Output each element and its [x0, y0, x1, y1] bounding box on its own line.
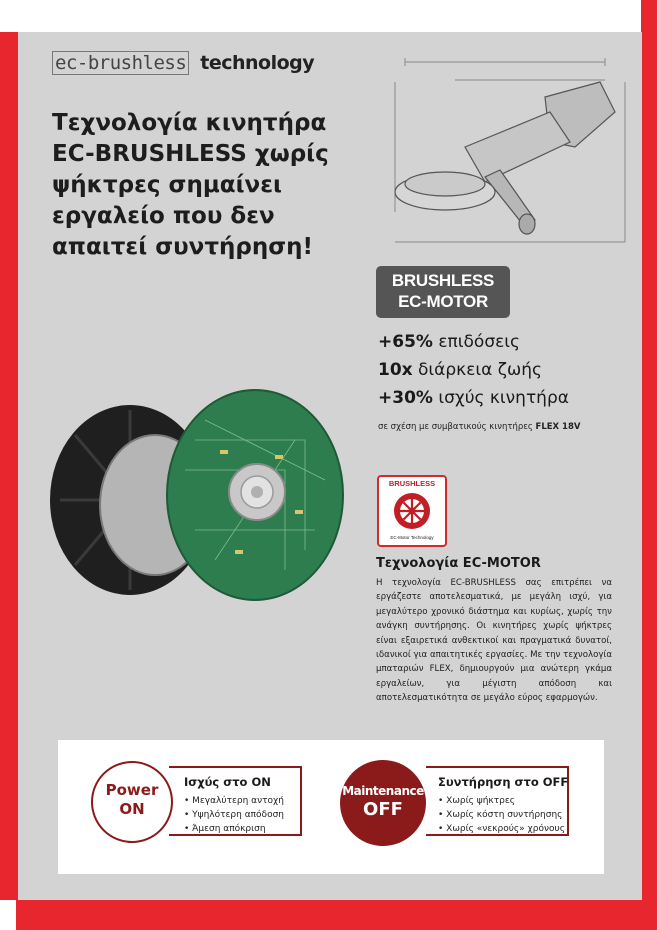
badge-line1: BRUSHLESS — [391, 271, 495, 290]
maintenance-item: • Χωρίς «νεκρούς» χρόνους — [438, 824, 565, 834]
power-item: • Μεγαλύτερη αντοχή — [184, 796, 284, 806]
motor-symbol-icon — [392, 491, 432, 531]
headline-line: εργαλείο που δεν — [52, 203, 275, 229]
maintenance-circle-line2: OFF — [363, 799, 403, 820]
maintenance-item: • Χωρίς ψήκτρες — [438, 796, 515, 806]
headline-line: ψήκτρες σημαίνει — [52, 172, 282, 198]
top-bar-accent — [641, 0, 657, 32]
maintenance-item: • Χωρίς κόστη συντήρησης — [438, 810, 563, 820]
headline-line: EC-BRUSHLESS χωρίς — [52, 141, 329, 167]
maintenance-off-circle — [340, 760, 426, 846]
logo-bottom-text: EC-Motor Technology — [390, 535, 434, 540]
grinder-drawing — [375, 52, 635, 252]
stat-item — [378, 384, 569, 412]
badge-line2: EC-MOTOR — [398, 292, 488, 311]
power-frame-top — [169, 766, 302, 768]
power-item: • Υψηλότερη απόδοση — [184, 810, 284, 820]
maintenance-frame-top — [426, 766, 569, 768]
stat-label: διάρκεια ζωής — [412, 360, 542, 380]
motor-image — [45, 380, 345, 610]
brushless-badge — [376, 266, 510, 318]
brushless-logo — [377, 475, 447, 547]
stat-value: 10x — [378, 360, 413, 380]
power-title: Ισχύς στο ON — [184, 775, 271, 789]
power-on-circle — [91, 761, 173, 843]
stats-list — [378, 328, 569, 412]
brand-part1: ec-brushless — [52, 51, 189, 75]
bottom-bar-accent — [0, 900, 16, 930]
logo-top-text: BRUSHLESS — [388, 479, 436, 488]
power-circle-line2: ON — [119, 800, 145, 818]
power-circle-line1: Power — [105, 781, 159, 799]
comparison-note — [378, 422, 580, 432]
headline-line: απαιτεί συντήρηση! — [52, 234, 313, 260]
headline — [52, 108, 372, 263]
power-frame-right — [300, 766, 302, 836]
stat-item — [378, 328, 569, 356]
note-bold: FLEX 18V — [535, 422, 581, 432]
stat-value: +65% — [378, 332, 433, 352]
stat-item — [378, 356, 569, 384]
maintenance-list — [438, 794, 565, 836]
maintenance-circle-line1: Maintenance — [342, 784, 424, 798]
headline-line: Τεχνολογία κινητήρα — [52, 110, 327, 136]
brand-logo — [52, 52, 314, 74]
maintenance-title: Συντήρηση στο OFF — [438, 775, 569, 789]
stat-label: επιδόσεις — [432, 332, 521, 352]
bottom-bar — [0, 900, 657, 930]
stat-value: +30% — [378, 388, 433, 408]
power-item: • Άμεση απόκριση — [184, 824, 266, 834]
power-list — [184, 794, 284, 836]
top-bar — [0, 0, 657, 32]
note-text: σε σχέση με συμβατικούς κινητήρες — [378, 422, 536, 432]
section-title: Τεχνολογία EC-MOTOR — [376, 556, 541, 571]
stat-label: ισχύς κινητήρα — [432, 388, 569, 408]
section-body: Η τεχνολογία EC-BRUSHLESS σας επιτρέπει να εργάζεστε αποτελεσματικά, με μεγάλη ισχύ, για μεγαλύτερο χρονικό διάστημα και κυρίως, χωρίς την ανάγκη συντήρησης. Οι κινητήρες χωρίς ψήκτρες είναι εξαιρετικά ανθεκτικοί και πραγματικά δυνατοί, ιδανικοί για απαιτητικές εργασίες. Με την τεχνολογία μπαταριών FLEX, δημιουργούν μια ανώτερη γκάμα εργαλείων, για μέγιστη απόδοση και αποτελεσματικότητα σε μεγάλο εύρος εφαρμογών. — [376, 578, 612, 704]
brand-part2: technology — [200, 52, 315, 74]
